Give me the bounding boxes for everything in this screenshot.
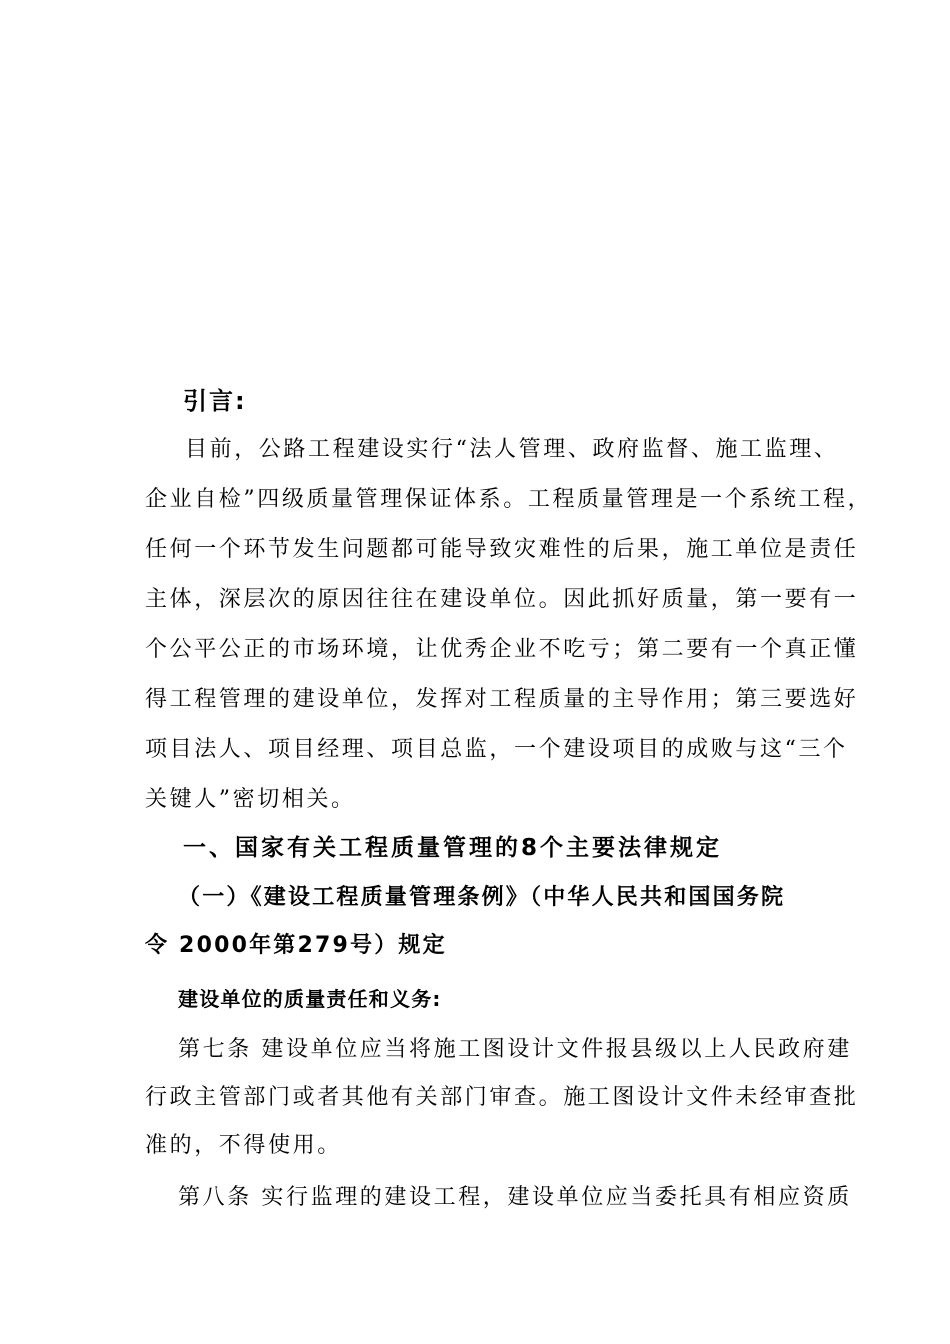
section-heading: 一、国家有关工程质量管理的8个主要法律规定: [183, 835, 723, 861]
intro-paragraph-line: 主体，深层次的原因往往在建设单位。因此抓好质量，第一要有一: [145, 587, 859, 612]
intro-paragraph-line: 任何一个环节发生问题都可能导致灾难性的后果，施工单位是责任: [145, 537, 859, 562]
intro-paragraph-line: 企业自检”四级质量管理保证体系。工程质量管理是一个系统工程，: [145, 487, 873, 512]
intro-paragraph-line: 关键人”密切相关。: [145, 787, 356, 812]
intro-paragraph-line: 个公平公正的市场环境，让优秀企业不吃亏；第二要有一个真正懂: [145, 637, 859, 662]
article-8-line: 第八条 实行监理的建设工程，建设单位应当委托具有相应资质: [178, 1185, 852, 1210]
intro-heading: 引言:: [183, 387, 247, 415]
article-7-line: 准的，不得使用。: [145, 1133, 342, 1158]
article-7-line: 第七条 建设单位应当将施工图设计文件报县级以上人民政府建: [178, 1037, 852, 1062]
intro-paragraph-line: 目前，公路工程建设实行“法人管理、政府监督、施工监理、: [185, 437, 839, 462]
intro-paragraph-line: 项目法人、项目经理、项目总监，一个建设项目的成败与这“三个: [145, 737, 848, 762]
duties-subheading: 建设单位的质量责任和义务:: [178, 987, 442, 1011]
article-7-line: 行政主管部门或者其他有关部门审查。施工图设计文件未经审查批: [145, 1085, 859, 1110]
subsection-heading-continued: 令 2000年第279号）规定: [145, 933, 447, 958]
intro-paragraph-line: 得工程管理的建设单位，发挥对工程质量的主导作用；第三要选好: [145, 687, 859, 712]
subsection-heading: （一）《建设工程质量管理条例》（中华人民共和国国务院: [178, 885, 786, 910]
